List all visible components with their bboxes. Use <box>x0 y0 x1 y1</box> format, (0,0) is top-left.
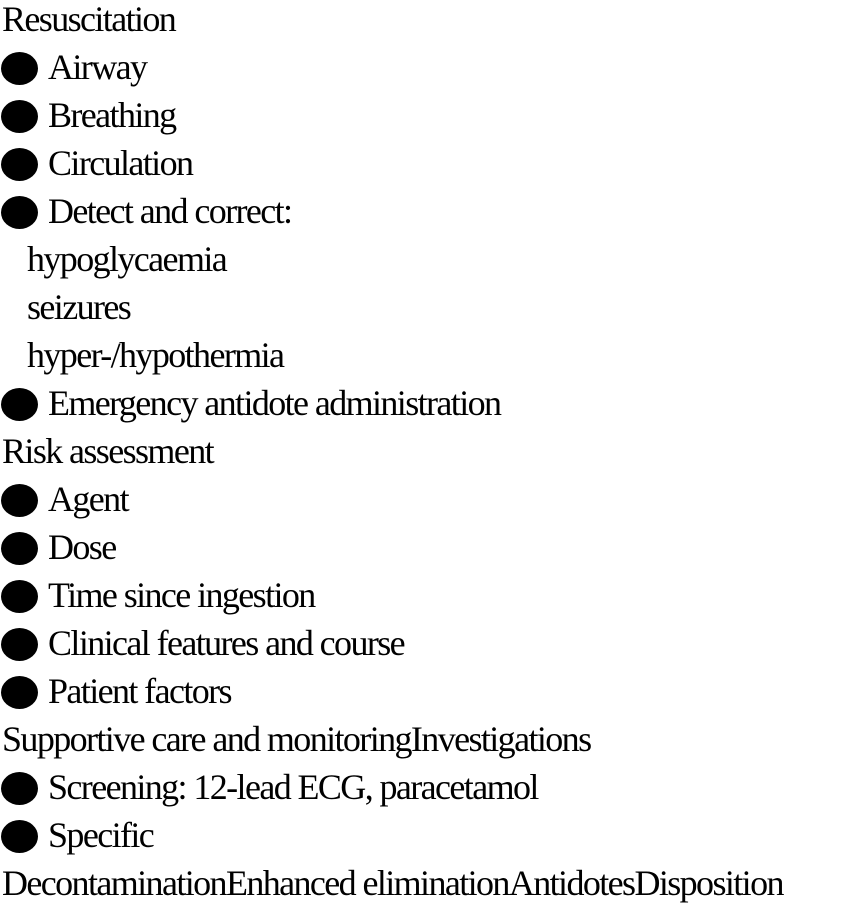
list-item-label: Circulation <box>48 143 193 183</box>
subitem-label: seizures <box>27 287 131 327</box>
heading-investigations: Investigations <box>410 719 591 759</box>
bullet-icon <box>1 532 38 565</box>
list-item-label: Specific <box>48 815 154 855</box>
list-item-label: Emergency antidote administration <box>48 383 501 423</box>
list-item-breathing <box>0 96 849 144</box>
bullet-icon <box>1 388 38 421</box>
list-item-agent <box>0 480 849 528</box>
bullet-icon <box>1 484 38 517</box>
subitem-label: hypoglycaemia <box>27 239 227 279</box>
subitem-label: hyper-/hypothermia <box>27 335 284 375</box>
list-item-clinical-features <box>0 624 849 672</box>
bullet-icon <box>1 196 38 229</box>
list-item-patient-factors <box>0 672 849 720</box>
heading-supportive-care-investigations <box>0 720 849 768</box>
bullet-icon <box>1 580 38 613</box>
heading-decontamination: Decontamination <box>2 863 226 903</box>
bullet-icon <box>1 820 38 853</box>
list-item-label: Screening: 12-lead ECG, paracetamol <box>48 767 538 807</box>
list-item-label: Time since ingestion <box>48 575 315 615</box>
heading-resuscitation <box>0 0 849 48</box>
subitem-hyper-hypothermia <box>0 336 849 384</box>
bullet-icon <box>1 628 38 661</box>
list-item-label: Breathing <box>48 95 176 135</box>
heading-antidotes: Antidotes <box>508 863 635 903</box>
heading-supportive-care: Supportive care and monitoring <box>2 719 411 759</box>
bullet-icon <box>1 100 38 133</box>
bullet-icon <box>1 52 38 85</box>
list-item-emergency-antidote <box>0 384 849 432</box>
list-item-label: Agent <box>48 479 128 519</box>
subitem-hypoglycaemia <box>0 240 849 288</box>
list-item-dose <box>0 528 849 576</box>
list-item-airway <box>0 48 849 96</box>
list-item-label: Patient factors <box>48 671 231 711</box>
list-item-time-since-ingestion <box>0 576 849 624</box>
heading-text: Risk assessment <box>2 431 214 471</box>
heading-disposition: Disposition <box>634 863 783 903</box>
list-item-detect-and-correct <box>0 192 849 240</box>
list-item-label: Detect and correct: <box>48 191 292 231</box>
list-item-specific <box>0 816 849 864</box>
list-item-label: Airway <box>48 47 147 87</box>
list-item-screening <box>0 768 849 816</box>
bullet-icon <box>1 772 38 805</box>
list-item-circulation <box>0 144 849 192</box>
heading-risk-assessment <box>0 432 849 480</box>
subitem-seizures <box>0 288 849 336</box>
list-item-label: Dose <box>48 527 116 567</box>
bullet-icon <box>1 148 38 181</box>
heading-text: Resuscitation <box>2 0 176 39</box>
heading-enhanced-elimination: Enhanced elimination <box>225 863 509 903</box>
list-item-label: Clinical features and course <box>48 623 405 663</box>
bullet-icon <box>1 676 38 709</box>
heading-final-run <box>0 864 849 912</box>
